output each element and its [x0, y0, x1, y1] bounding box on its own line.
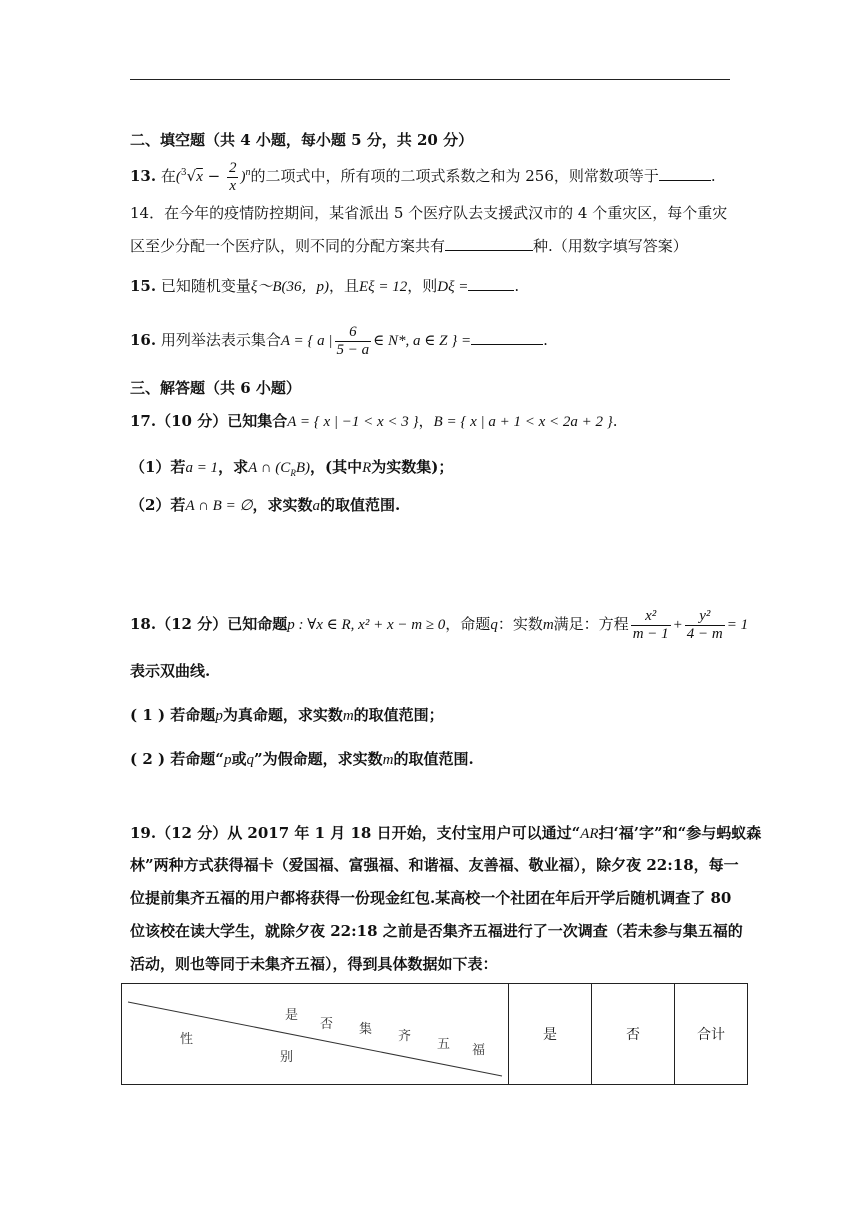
q16-frac-den: 5 − a: [336, 341, 370, 358]
q13-end: .: [710, 167, 716, 185]
q18-p2-label: ( 2 ) 若命题“: [130, 750, 224, 768]
question-18: [130, 602, 748, 646]
q17-p1-label: （1）若: [130, 458, 186, 476]
q17-p1-end: 为实数集)；: [371, 458, 454, 476]
q17-p2-label: （2）若: [130, 496, 186, 514]
q18-p2-p: p: [223, 752, 232, 768]
q17-p1-math3: B): [295, 460, 310, 476]
col-header-yes: 是: [509, 984, 592, 1085]
q16-fraction: [335, 324, 372, 358]
question-17: [130, 410, 618, 431]
diag-top-3: 集: [359, 1022, 373, 1037]
q13-frac-den: x: [229, 177, 237, 194]
diag-top-5: 五: [437, 1037, 451, 1052]
q19-line5: 活动，则也等同于未集齐五福），得到具体数据如下表：: [130, 955, 498, 973]
diag-top-1: 是: [285, 1008, 299, 1023]
q13-answer-blank[interactable]: [659, 166, 711, 181]
section2-title: 二、填空题（共 4 小题，每小题 5 分，共 20 分）: [130, 131, 474, 149]
q18-p2-q: q: [246, 752, 254, 768]
q17-p2-end: 的取值范围.: [320, 496, 401, 514]
q18-plus: +: [672, 617, 683, 633]
q18-part1: [130, 704, 444, 725]
q18-mid: ，命题: [445, 615, 491, 633]
header-rule: [130, 79, 730, 80]
q18-p2-end: 的取值范围.: [393, 750, 474, 768]
q15-expectation: Eξ = 12: [359, 279, 408, 295]
q18-p1-mid: 为真命题，求实数: [222, 706, 343, 724]
q17-p1-math: a = 1: [185, 460, 219, 476]
q17-p2-var: a: [312, 498, 321, 514]
q13-paren-close: ): [240, 169, 246, 185]
q16-number: 16.: [130, 331, 157, 349]
q16-answer-blank[interactable]: [471, 330, 543, 345]
q19-line3: 位提前集齐五福的用户都将获得一份现金红包.某高校一个社团在年后开学后随机调查了 80: [130, 889, 732, 907]
diag-top-4: 齐: [398, 1029, 412, 1044]
q17-p1-sub: R: [290, 468, 296, 478]
q15-pre: 已知随机变量: [160, 277, 251, 295]
diagonal-header-cell: [122, 984, 509, 1085]
q13-power: n: [245, 167, 251, 178]
q19-line2: 林”两种方式获得福卡（爱国福、富强福、和谐福、友善福、敬业福），除夕夜 22:18，每一: [130, 856, 739, 874]
q17-sep: ，: [418, 412, 434, 430]
q17-p1-math2: A ∩ (C: [248, 460, 291, 476]
q15-mid2: ，则: [407, 277, 438, 295]
q15-variance: Dξ =: [437, 279, 469, 295]
q18-p1-m: m: [342, 708, 354, 724]
q16-pre: 用列举法表示集合: [160, 331, 281, 349]
question-16: [130, 318, 548, 362]
q18-fraction-2: [685, 608, 725, 642]
q14-line2-post: 种.（用数字填写答案）: [533, 237, 688, 255]
diag-top-2: 否: [320, 1017, 334, 1032]
q18-f2-num: y²: [685, 608, 725, 626]
q18-q-var: q: [490, 617, 498, 633]
q17-p1-post: ，(其中: [309, 458, 363, 476]
q16-set-right: ∈ N*, a ∈ Z } =: [373, 333, 472, 349]
q13-number: 13.: [130, 167, 157, 185]
q13-paren-open: (: [175, 169, 181, 185]
diag-top-6: 福: [472, 1043, 486, 1058]
q18-fraction-1: [631, 608, 671, 642]
diag-bottom-1: 性: [180, 1032, 194, 1047]
q17-p2-math: A ∩ B = ∅: [185, 498, 253, 514]
table-header-row: [122, 984, 748, 1085]
q13-post: 的二项式中，所有项的二项式系数之和为 256，则常数项等于: [250, 167, 659, 185]
q18-p1-var: p: [215, 708, 223, 724]
diag-bottom-2: 别: [280, 1050, 294, 1065]
q18-mid3: 满足：方程: [553, 615, 629, 633]
q19-l1-post: 扫‘福’字”和“参与蚂蚁森: [598, 824, 762, 842]
q18-mid2: ：实数: [497, 615, 543, 633]
q18-line2: 表示双曲线.: [130, 662, 211, 680]
q14-answer-blank[interactable]: [445, 236, 533, 251]
q18-eq: = 1: [726, 617, 749, 633]
q14-line2-pre: 区至少分配一个医疗队，则不同的分配方案共有: [130, 237, 446, 255]
q18-f1-num: x²: [631, 608, 671, 626]
q13-pre: 在: [160, 167, 176, 185]
q18-p1-label: ( 1 ) 若命题: [130, 706, 216, 724]
q19-l1-pre: 19.（12 分）从 2017 年 1 月 18 日开始，支付宝用户可以通过“: [130, 824, 581, 842]
sqrt-icon: √: [186, 167, 197, 185]
q18-f1-den: m − 1: [632, 625, 669, 642]
col-header-total: 合计: [675, 984, 748, 1085]
q15-mid: ，且: [328, 277, 359, 295]
question-13: [130, 155, 716, 195]
q13-root-var: x: [196, 169, 203, 185]
q17-end: .: [612, 412, 618, 430]
q18-f2-den: 4 − m: [686, 625, 723, 642]
q13-fraction: [227, 160, 239, 194]
q13-minus: −: [202, 167, 225, 185]
q13-root-index: 3: [180, 168, 187, 178]
q16-frac-num: 6: [335, 324, 372, 342]
q17-set-a: A = { x | −1 < x < 3 }: [287, 414, 419, 430]
q17-head: 17.（10 分）已知集合: [130, 412, 288, 430]
q18-p-math: p : ∀x ∈ R, x² + x − m ≥ 0: [287, 617, 446, 633]
q14-line2: [130, 235, 688, 256]
question-15: [130, 275, 519, 296]
q18-p2-mid: ”为假命题，求实数: [253, 750, 383, 768]
q14-line1: 14．在今年的疫情防控期间，某省派出 5 个医疗队去支援武汉市的 4 个重灾区，每个重灾: [130, 204, 728, 222]
q18-part2: [130, 748, 474, 769]
q17-p1-r: R: [362, 460, 372, 476]
q17-part1: [130, 456, 453, 478]
q19-ar: AR: [580, 826, 599, 842]
q16-set-left: A = { a |: [280, 333, 333, 349]
q19-line4: 位该校在读大学生，就除夕夜 22:18 之前是否集齐五福进行了一次调查（若未参与集五福的: [130, 922, 743, 940]
q18-p2-m: m: [382, 752, 394, 768]
q15-number: 15.: [130, 277, 157, 295]
q17-set-b: B = { x | a + 1 < x < 2a + 2 }: [433, 414, 613, 430]
q17-part2: [130, 494, 400, 515]
q16-end: .: [543, 331, 548, 349]
q18-p1-end: 的取值范围；: [353, 706, 444, 724]
q19-line1: [130, 822, 761, 843]
q18-p2-or: 或: [231, 750, 247, 768]
q17-p2-post: ，求实数: [252, 496, 313, 514]
q13-frac-num: 2: [228, 160, 237, 176]
data-table: [121, 983, 748, 1085]
q15-answer-blank[interactable]: [468, 276, 514, 291]
q15-distribution: ξ～B(36，p): [250, 279, 329, 295]
section3-title: 三、解答题（共 6 小题）: [130, 379, 301, 397]
q18-m-var: m: [542, 617, 554, 633]
col-header-no: 否: [592, 984, 675, 1085]
q17-p1-mid: ，求: [218, 458, 249, 476]
q18-head: 18.（12 分）已知命题: [130, 615, 288, 633]
q15-end: .: [514, 277, 520, 295]
